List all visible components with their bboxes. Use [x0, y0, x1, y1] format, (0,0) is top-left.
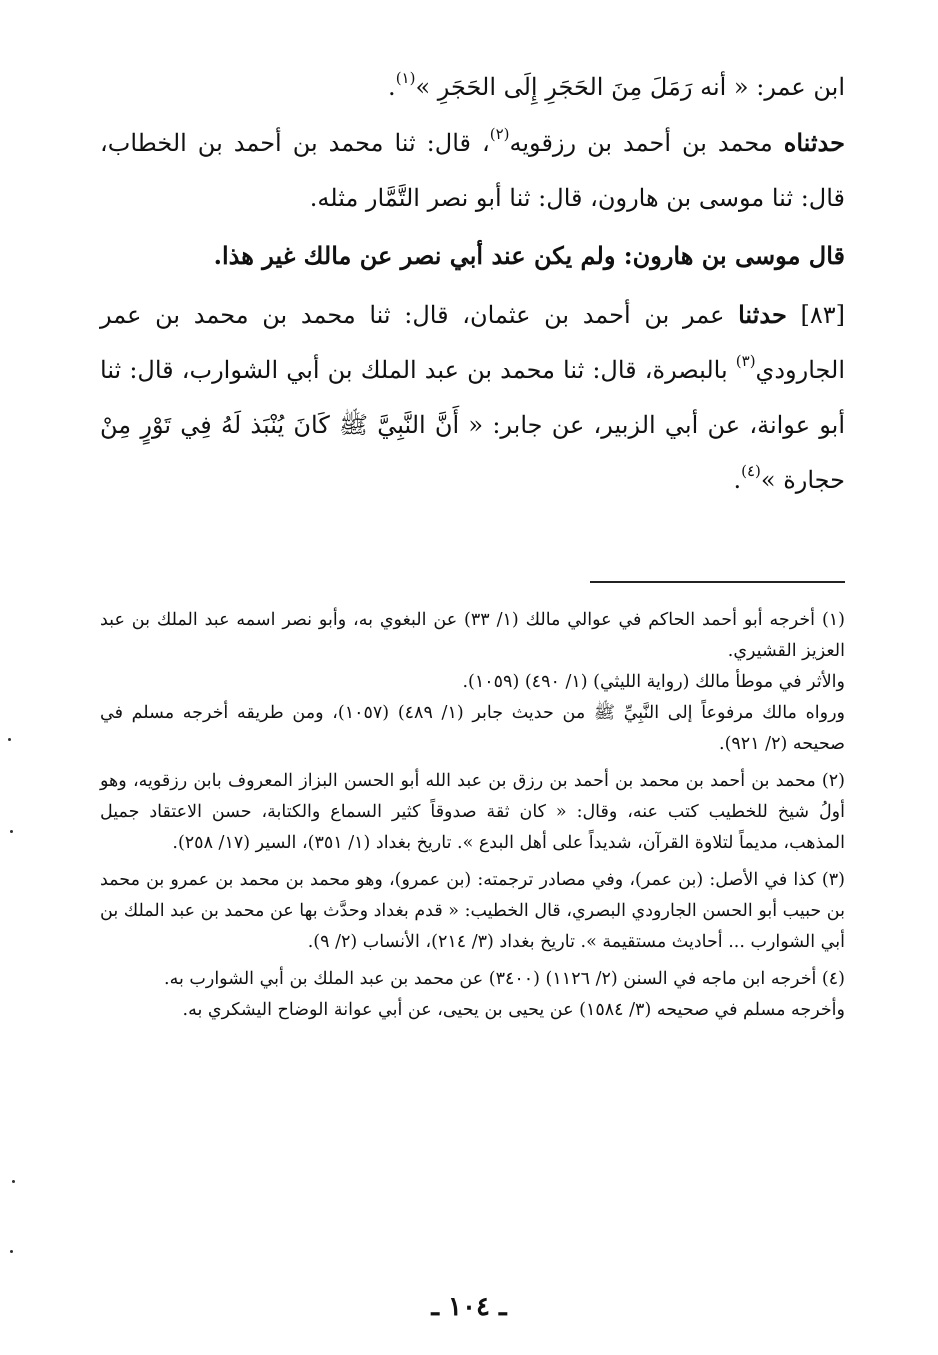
- main-text: [100, 60, 845, 508]
- paragraph-3-text2: بالبصرة، قال: ثنا محمد بن عبد الملك بن أبي الشوارب، قال: ثنا أبو عوانة، عن أبي الزبير، عن جابر: « أَنَّ النَّبِيَّ ﷺ كَانَ يُنْبَذ لَهُ فِي تَوْرٍ مِنْ حجارة »: [100, 356, 845, 494]
- hadith-number: [٨٣]: [800, 301, 845, 329]
- footnote-line: (١) أخرجه أبو أحمد الحاكم في عوالي مالك (١/ ٣٣) عن البغوي به، وأبو نصر اسمه عبد الملك بن عبد العزيز القشيري.: [100, 610, 845, 661]
- footnote-ref-1[interactable]: (١): [395, 69, 416, 87]
- footnote-line: والأثر في موطأ مالك (رواية الليثي) (١/ ٤٩٠) (١٠٥٩).: [462, 672, 845, 692]
- footnote-line: (٣) كذا في الأصل: (بن عمر)، وفي مصادر ترجمته: (بن عمرو)، وهو محمد بن محمد بن عمرو بن محمد بن حبيب أبو الحسن الجارودي البصري، قال الخطيب: « قدم بغداد وحدَّث بها عن محمد بن عبد الملك بن أبي الشوارب ... أحاديث مستقيمة ». تاريخ بغداد (٣/ ٢١٤)، الأنساب (٢/ ٩).: [100, 870, 845, 952]
- paragraph-3-end: .: [733, 466, 742, 494]
- footnote-ref-3[interactable]: (٣): [735, 352, 756, 370]
- footnote-1: [100, 605, 845, 760]
- scan-speck: [12, 1180, 15, 1183]
- paragraph-2-lead: حدثناه: [783, 128, 845, 157]
- page-body: [100, 60, 845, 1020]
- footnote-line: ورواه مالك مرفوعاً إلى النَّبِيِّ ﷺ من حديث جابر (١/ ٤٨٩) (١٠٥٧)، ومن طريقه أخرجه مسلم في صحيحه (٢/ ٩٢١).: [100, 703, 845, 754]
- footnote-2: [100, 766, 845, 859]
- scan-speck: [10, 830, 13, 833]
- footnote-ref-4[interactable]: (٤): [741, 462, 761, 480]
- scan-speck: [10, 1250, 13, 1253]
- scan-speck: [8, 738, 11, 741]
- paragraph-2: [100, 115, 845, 226]
- paragraph-1-end: .: [388, 73, 396, 101]
- paragraph-3: [100, 287, 845, 508]
- footnote-separator: [590, 581, 845, 583]
- page-number: ـ ١٠٤ ـ: [431, 1292, 507, 1322]
- paragraph-3-text1: عمر بن أحمد بن عثمان، قال: ثنا محمد بن محمد بن عمر الجارودي: [100, 301, 845, 384]
- footnote-ref-2[interactable]: (٢): [489, 125, 510, 143]
- footnote-line: وأخرجه مسلم في صحيحه (٣/ ١٥٨٤) عن يحيى بن يحيى، عن أبي عوانة الوضاح اليشكري به.: [182, 1000, 845, 1020]
- paragraph-1: [100, 60, 845, 115]
- section-heading: قال موسى بن هارون: ولم يكن عند أبي نصر عن مالك غير هذا.: [213, 241, 845, 270]
- paragraph-2-text1: محمد بن أحمد بن رزقويه: [509, 129, 773, 157]
- footnote-line: (٢) محمد بن أحمد بن محمد بن أحمد بن رزق بن عبد الله أبو الحسن البزاز المعروف بابن رزقويه، وهو أولُ شيخ للخطيب كتب عنه، وقال: « كان ثقة صدوقاً كثير السماع والكتابة، حسن الاعتقاد جميل المذهب، مديماً لتلاوة القرآن، شديداً على أهل البدع ». تاريخ بغداد (١/ ٣٥١)، السير (١٧/ ٢٥٨).: [100, 771, 845, 853]
- paragraph-2-text2: ، قال: ثنا محمد بن أحمد بن الخطاب، قال: ثنا موسى بن هارون، قال: ثنا أبو نصر التَّمَّار مثله.: [100, 129, 845, 212]
- paragraph-3-lead: حدثنا: [738, 300, 787, 329]
- paragraph-1-text: ابن عمر: « أنه رَمَلَ مِنَ الحَجَرِ إِلَى الحَجَرِ »: [415, 73, 845, 101]
- footnote-line: (٤) أخرجه ابن ماجه في السنن (٢/ ١١٢٦) (٣٤٠٠) عن محمد بن عبد الملك بن أبي الشوارب به.: [164, 969, 845, 989]
- footnote-4: [100, 964, 845, 1026]
- footnotes: [100, 605, 845, 1032]
- footnote-3: [100, 865, 845, 958]
